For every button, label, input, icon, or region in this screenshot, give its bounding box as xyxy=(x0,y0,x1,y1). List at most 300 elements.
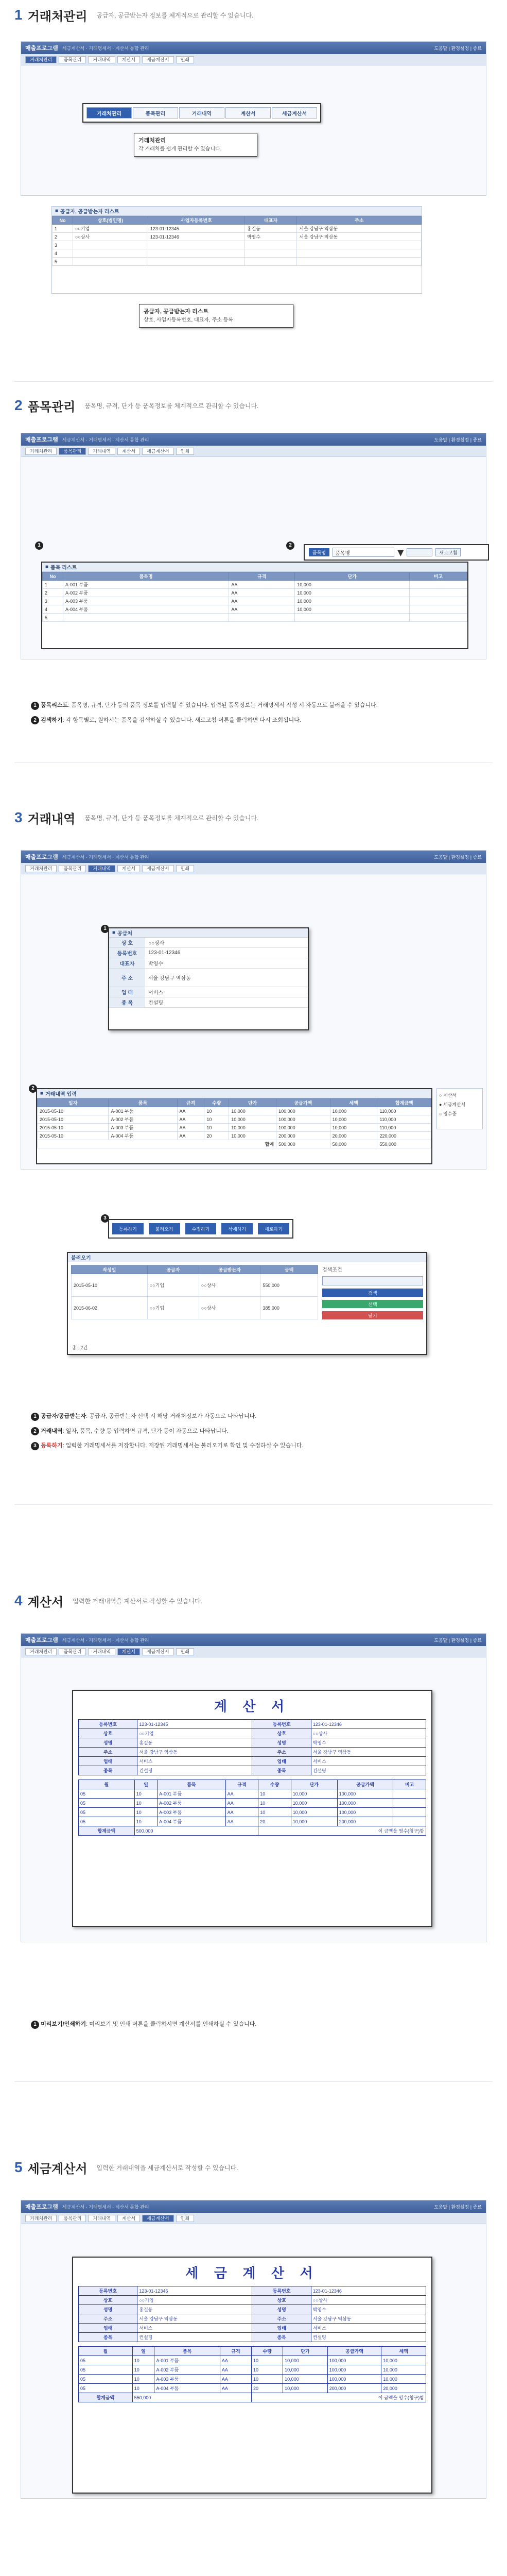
cell: 10,000 xyxy=(291,1808,337,1817)
cell: 10 xyxy=(258,1799,291,1808)
cell: 100,000 xyxy=(276,1115,330,1124)
tool-print[interactable]: 인쇄 xyxy=(176,56,194,63)
section-number: 5 xyxy=(14,2159,23,2175)
cell: 10,000 xyxy=(381,2356,426,2365)
cell: ○○기업 xyxy=(73,225,148,233)
section-header xyxy=(14,1592,202,1609)
app-menu[interactable]: 도움말 | 환경설정 | 종료 xyxy=(434,854,482,860)
table-row[interactable] xyxy=(38,1115,431,1124)
new-button[interactable]: 새로하기 xyxy=(258,1223,289,1234)
register-button[interactable]: 등록하기 xyxy=(112,1223,144,1234)
cell: A-002 부품 xyxy=(109,1115,177,1124)
marker-1: 1 xyxy=(35,539,43,550)
col-header: 공급자 xyxy=(147,1266,199,1274)
section-desc: 입력한 거래내역을 계산서로 작성할 수 있습니다. xyxy=(73,1597,202,1605)
cell: 서울 강남구 역삼동 xyxy=(297,225,422,233)
col-header: 단가 xyxy=(283,2347,328,2356)
section-number: 3 xyxy=(14,809,23,825)
tool-tax-invoice[interactable]: 세금계산서 xyxy=(142,2215,173,2222)
cell: 박영수 xyxy=(244,233,296,241)
col-header: 세액 xyxy=(330,1099,377,1107)
field-value[interactable]: ○○상사 xyxy=(148,941,165,946)
note-text: 각 거래처를 쉽게 관리할 수 있습니다. xyxy=(138,146,222,152)
col-header: 품목 xyxy=(154,2347,220,2356)
cell: 10 xyxy=(134,1799,157,1808)
cell: AA xyxy=(177,1124,204,1132)
tab-trade[interactable]: 거래내역 xyxy=(179,107,224,118)
tool-tax-invoice[interactable]: 세금계산서 xyxy=(142,1648,173,1655)
cell: ○○기업 xyxy=(147,1274,199,1297)
radio-invoice[interactable]: ○ 계산서 xyxy=(439,1093,457,1098)
col-header: 규격 xyxy=(220,2347,251,2356)
item-list-panel xyxy=(41,562,468,649)
bullet-label: 거래내역 xyxy=(41,1428,63,1434)
cell: 10 xyxy=(252,2365,283,2375)
bullet-text: : 공급자, 공급받는자 선택 시 해당 거래처정보가 자동으로 나타납니다. xyxy=(86,1413,257,1419)
cell: 10,000 xyxy=(295,581,410,589)
search-input[interactable] xyxy=(407,548,432,556)
tool-trade[interactable]: 거래내역 xyxy=(88,2215,115,2222)
note-title: 공급자, 공급받는자 리스트 xyxy=(144,309,209,315)
bullet-text: : 품목명, 규격, 단가 등의 품목 정보를 입력할 수 있습니다. 입력된 품목정보는 거래명세서 작성 시 자동으로 불러올 수 있습니다. xyxy=(68,702,378,708)
section-desc: 품목명, 규격, 단가 등 품목정보를 체계적으로 관리할 수 있습니다. xyxy=(84,402,259,410)
total-label: 합계금액 xyxy=(79,2393,133,2402)
table-row[interactable] xyxy=(72,1297,318,1319)
tool-customer[interactable]: 거래처관리 xyxy=(25,56,57,63)
col-header: 비고 xyxy=(393,1780,426,1789)
table-row[interactable] xyxy=(38,1107,431,1115)
cell: 10,000 xyxy=(330,1124,377,1132)
load-table xyxy=(71,1265,318,1319)
tool-items[interactable]: 품목관리 xyxy=(59,1648,86,1655)
section-title: 거래내역 xyxy=(27,812,76,826)
app-name: 매출프로그램 xyxy=(25,45,58,52)
section-title: 품목관리 xyxy=(27,400,76,414)
buyer-item: 컨설팅 xyxy=(311,2333,426,2342)
table-row[interactable] xyxy=(38,1124,431,1132)
cell: 10 xyxy=(132,2375,154,2384)
tool-items[interactable]: 품목관리 xyxy=(59,2215,86,2222)
search-input[interactable] xyxy=(322,1276,423,1285)
cell: 10,000 xyxy=(291,1799,337,1808)
total-row xyxy=(38,1140,431,1148)
col-header: No xyxy=(43,572,63,581)
app-titlebar xyxy=(21,433,486,446)
cell xyxy=(393,1808,426,1817)
app-titlebar xyxy=(21,1634,486,1646)
field-label: 등록번호 xyxy=(109,948,145,958)
tool-trade[interactable]: 거래내역 xyxy=(88,1648,115,1655)
cell: 20 xyxy=(204,1132,229,1140)
refresh-button[interactable]: 새로고침 xyxy=(435,548,461,556)
cell: 4 xyxy=(53,249,73,258)
cell: ○○상사 xyxy=(73,233,148,241)
col-header: 품목명 xyxy=(63,572,229,581)
field-label: 대표자 xyxy=(109,958,145,968)
cell: A-003 부품 xyxy=(154,2375,220,2384)
search-select[interactable]: 품목명 xyxy=(333,548,394,557)
field-value[interactable]: 123-01-12346 xyxy=(148,950,181,956)
col-header: 세액 xyxy=(381,2347,426,2356)
cell: AA xyxy=(229,605,295,614)
cell: 2015-05-10 xyxy=(38,1132,109,1140)
list-icon: ■ xyxy=(45,564,49,570)
radio-label: 영수증 xyxy=(443,1111,457,1116)
cell: 2015-05-10 xyxy=(72,1274,148,1297)
app-menu[interactable]: 도움말 | 환경설정 | 종료 xyxy=(434,45,482,51)
col-header: 상호(법인명) xyxy=(73,216,148,225)
form-row xyxy=(109,987,308,997)
cell xyxy=(409,605,467,614)
panel-title-text: 공급자, 공급받는자 리스트 xyxy=(60,209,119,215)
col-header: 합계금액 xyxy=(377,1099,431,1107)
app-name: 매출프로그램 xyxy=(25,437,58,443)
tab-tax-invoice[interactable]: 세금계산서 xyxy=(272,107,317,118)
col-header: 공급받는자 xyxy=(199,1266,260,1274)
cell: 100,000 xyxy=(276,1124,330,1132)
tool-tax-invoice[interactable]: 세금계산서 xyxy=(142,865,173,872)
section-desc: 공급자, 공급받는자 정보를 체계적으로 관리할 수 있습니다. xyxy=(96,11,254,19)
section-number: 2 xyxy=(14,397,23,413)
tool-print[interactable]: 인쇄 xyxy=(176,2215,194,2222)
cell: 1 xyxy=(43,581,63,589)
chevron-down-icon[interactable]: ▼ xyxy=(397,547,404,557)
col-header: 품목 xyxy=(109,1099,177,1107)
buyer-name: ○○상사 xyxy=(311,2296,426,2305)
tool-trade[interactable]: 거래내역 xyxy=(88,448,115,455)
tool-print[interactable]: 인쇄 xyxy=(176,1648,194,1655)
cell: 서울 강남구 역삼동 xyxy=(297,233,422,241)
cell: 110,000 xyxy=(377,1115,431,1124)
tool-items[interactable]: 품목관리 xyxy=(59,56,86,63)
buyer-type: 서비스 xyxy=(311,1757,426,1766)
bullet-item: 1 품목리스트: 품목명, 규격, 단가 등의 품목 정보를 입력할 수 있습니다. 입력된 품목정보는 거래명세서 작성 시 자동으로 불러올 수 있습니다. xyxy=(31,701,474,710)
load-button[interactable]: 불러오기 xyxy=(149,1223,180,1234)
field-value[interactable]: 컨설팅 xyxy=(148,1001,163,1006)
cell xyxy=(409,581,467,589)
col-header: 단가 xyxy=(295,572,410,581)
radio-receipt[interactable]: ○ 영수증 xyxy=(439,1111,457,1116)
form-row xyxy=(109,958,308,969)
tool-print[interactable]: 인쇄 xyxy=(176,865,194,872)
app-titlebar xyxy=(21,851,486,863)
app-subtitle: 세금계산서 · 거래명세서 · 계산서 통합 관리 xyxy=(62,2204,149,2210)
cell: 05 xyxy=(79,2365,133,2375)
cell xyxy=(393,1789,426,1799)
tool-print[interactable]: 인쇄 xyxy=(176,448,194,455)
section-header xyxy=(14,397,258,414)
cell: A-002 부품 xyxy=(63,589,229,597)
cell: 3 xyxy=(43,597,63,605)
cell: A-001 부품 xyxy=(109,1107,177,1115)
tool-customer[interactable]: 거래처관리 xyxy=(25,865,57,872)
cell: 200,000 xyxy=(337,1817,393,1826)
col-header: 규격 xyxy=(229,572,295,581)
bullet-label: 미리보기/인쇄하기 xyxy=(41,2021,86,2027)
dialog-title: 불러오기 xyxy=(68,1253,426,1262)
app-name: 매출프로그램 xyxy=(25,1637,58,1643)
note-customer xyxy=(134,133,257,157)
buyer-ceo: 박영수 xyxy=(311,2305,426,2314)
table-row xyxy=(79,1808,426,1817)
section-customer xyxy=(0,0,507,392)
cell: 10,000 xyxy=(295,605,410,614)
supplier-type: 서비스 xyxy=(137,1757,252,1766)
buyer-name: ○○상사 xyxy=(311,1729,426,1738)
cell: 10,000 xyxy=(381,2375,426,2384)
cell: 10,000 xyxy=(291,1789,337,1799)
cell: 4 xyxy=(43,605,63,614)
panel-title xyxy=(52,207,422,216)
cell: 2015-05-10 xyxy=(38,1107,109,1115)
bullet-item: 1 공급자/공급받는자: 공급자, 공급받는자 선택 시 해당 거래처정보가 자동으로 나타납니다. xyxy=(31,1412,474,1421)
app-subtitle: 세금계산서 · 거래명세서 · 계산서 통합 관리 xyxy=(62,854,149,860)
cell: 100,000 xyxy=(337,1808,393,1817)
radio-label: 계산서 xyxy=(443,1093,457,1098)
customer-list-panel xyxy=(51,206,422,294)
trade-table xyxy=(37,1098,431,1148)
tool-invoice[interactable]: 계산서 xyxy=(117,865,140,872)
cell: 10,000 xyxy=(283,2384,328,2393)
cell: AA xyxy=(177,1132,204,1140)
tab-items[interactable]: 품목관리 xyxy=(133,107,178,118)
cell xyxy=(393,1817,426,1826)
cell: 2 xyxy=(53,233,73,241)
cell: 2015-06-02 xyxy=(72,1297,148,1319)
cell: 100,000 xyxy=(276,1107,330,1115)
cell: 10,000 xyxy=(283,2356,328,2365)
total-supply: 500,000 xyxy=(276,1140,330,1148)
tool-tax-invoice[interactable]: 세금계산서 xyxy=(142,56,173,63)
cell: 123-01-12345 xyxy=(148,225,244,233)
cell: 1 xyxy=(53,225,73,233)
buyer-type: 서비스 xyxy=(311,2324,426,2333)
cell: A-004 부품 xyxy=(158,1817,226,1826)
cell: 10,000 xyxy=(330,1115,377,1124)
cell: AA xyxy=(220,2365,251,2375)
supplier-type: 서비스 xyxy=(137,2324,252,2333)
invoice-bullets xyxy=(31,2020,474,2029)
cell: 385,000 xyxy=(260,1297,318,1319)
section-items xyxy=(0,392,507,783)
bullet-text: : 입력한 거래명세서를 저장합니다. 저장된 거래명세서는 불러오기로 확인 및 수정하실 수 있습니다. xyxy=(62,1443,304,1449)
supplier-reg: 123-01-12345 xyxy=(137,1720,252,1729)
cell: 10,000 xyxy=(330,1107,377,1115)
cell: 20 xyxy=(258,1817,291,1826)
table-row[interactable] xyxy=(53,249,422,258)
app-menu[interactable]: 도움말 | 환경설정 | 종료 xyxy=(434,1637,482,1643)
cell: 110,000 xyxy=(377,1124,431,1132)
edit-button[interactable]: 수정하기 xyxy=(185,1223,217,1234)
cell: A-004 부품 xyxy=(109,1132,177,1140)
divider xyxy=(14,381,493,382)
cell: AA xyxy=(220,2384,251,2393)
cell: AA xyxy=(225,1808,258,1817)
section-tax-invoice xyxy=(0,2154,507,2576)
cell: AA xyxy=(220,2356,251,2365)
company-popup xyxy=(108,927,309,1030)
tool-items[interactable]: 품목관리 xyxy=(59,865,86,872)
tool-invoice[interactable]: 계산서 xyxy=(117,1648,140,1655)
cell: A-001 부품 xyxy=(158,1789,226,1799)
cell: 200,000 xyxy=(327,2384,381,2393)
cell: 110,000 xyxy=(377,1107,431,1115)
supplier-ceo: 홍길동 xyxy=(137,1738,252,1748)
table-row[interactable] xyxy=(43,614,467,622)
col-header: 작성일 xyxy=(72,1266,148,1274)
bullet-text: : 각 항목별로, 원하시는 품목을 검색하실 수 있습니다. 새로고침 버튼을 클릭하면 다시 조회됩니다. xyxy=(62,717,301,723)
cell: A-001 부품 xyxy=(63,581,229,589)
cell: A-003 부품 xyxy=(109,1124,177,1132)
table-row xyxy=(79,1789,426,1799)
divider xyxy=(14,1504,493,1505)
cell: 10,000 xyxy=(291,1817,337,1826)
table-row[interactable] xyxy=(53,225,422,233)
trade-grid-panel xyxy=(36,1088,432,1164)
bullet-item: 1 미리보기/인쇄하기: 미리보기 및 인쇄 버튼을 클릭하시면 계산서를 인쇄하실 수 있습니다. xyxy=(31,2020,474,2029)
table-row[interactable] xyxy=(43,597,467,605)
field-value[interactable]: 서비스 xyxy=(148,990,163,996)
section-title: 거래처관리 xyxy=(27,9,88,24)
app-menu[interactable]: 도움말 | 환경설정 | 종료 xyxy=(434,2204,482,2210)
table-row[interactable] xyxy=(53,258,422,266)
bullet-item: 2 거래내역: 일자, 품목, 수량 등 입력하면 규격, 단가 등이 자동으로 나타납니다. xyxy=(31,1427,474,1436)
table-row[interactable] xyxy=(43,589,467,597)
section-number: 4 xyxy=(14,1592,23,1608)
tool-items[interactable]: 품목관리 xyxy=(59,448,86,455)
select-button[interactable]: 선택 xyxy=(322,1300,423,1308)
cell: 10 xyxy=(132,2356,154,2365)
search-button[interactable]: 검색 xyxy=(322,1289,423,1297)
buyer-addr: 서울 강남구 역삼동 xyxy=(311,2314,426,2324)
cell: 10,000 xyxy=(381,2365,426,2375)
col-header: 수량 xyxy=(252,2347,283,2356)
toolbar xyxy=(21,863,486,874)
cell: 2015-05-10 xyxy=(38,1115,109,1124)
cell: 100,000 xyxy=(327,2356,381,2365)
form-row xyxy=(109,997,308,1008)
item-bullets xyxy=(31,701,474,725)
buyer-ceo: 박영수 xyxy=(311,1738,426,1748)
cell: 05 xyxy=(79,2375,133,2384)
section-title: 세금계산서 xyxy=(27,2162,88,2176)
cell: 10 xyxy=(204,1124,229,1132)
col-header: 대표자 xyxy=(244,216,296,225)
app-subtitle: 세금계산서 · 거래명세서 · 계산서 통합 관리 xyxy=(62,1637,149,1643)
popup-title: 공급처 xyxy=(117,931,133,937)
radio-tax-invoice[interactable]: ● 세금계산서 xyxy=(439,1102,466,1107)
col-header: 단가 xyxy=(291,1780,337,1789)
tool-invoice[interactable]: 계산서 xyxy=(117,448,140,455)
cell: AA xyxy=(177,1107,204,1115)
tool-customer[interactable]: 거래처관리 xyxy=(25,1648,57,1655)
cell: 550,000 xyxy=(260,1274,318,1297)
cell: 10,000 xyxy=(283,2365,328,2375)
panel-title xyxy=(37,1089,431,1098)
tool-tax-invoice[interactable]: 세금계산서 xyxy=(142,448,173,455)
table-row[interactable] xyxy=(38,1132,431,1140)
close-button[interactable]: 닫기 xyxy=(322,1311,423,1319)
form-row xyxy=(109,938,308,948)
cell: 100,000 xyxy=(337,1789,393,1799)
section-desc: 입력한 거래내역을 세금계산서로 작성할 수 있습니다. xyxy=(96,2164,238,2172)
cell xyxy=(409,589,467,597)
cell: 2 xyxy=(43,589,63,597)
invoice-footer: 이 금액을 영수(청구)함 xyxy=(258,1826,426,1836)
tool-customer[interactable]: 거래처관리 xyxy=(25,448,57,455)
action-buttons xyxy=(108,1219,293,1239)
cell: 05 xyxy=(79,1799,135,1808)
cell: 5 xyxy=(43,614,63,622)
supplier-name: ○○기업 xyxy=(137,2296,252,2305)
tax-invoice-footer: 이 금액을 영수(청구)함 xyxy=(252,2393,426,2402)
cell: ○○상사 xyxy=(199,1297,260,1319)
delete-button[interactable]: 삭제하기 xyxy=(221,1223,253,1234)
cell: 5 xyxy=(53,258,73,266)
toolbar xyxy=(21,2213,486,2224)
marker-2: 2 xyxy=(286,539,294,550)
table-row[interactable] xyxy=(72,1274,318,1297)
cell: 20 xyxy=(252,2384,283,2393)
col-header: 공급가액 xyxy=(276,1099,330,1107)
section-invoice xyxy=(0,1587,507,2154)
col-header: 일자 xyxy=(38,1099,109,1107)
cell: A-004 부품 xyxy=(63,605,229,614)
table-row xyxy=(79,2384,426,2393)
tool-customer[interactable]: 거래처관리 xyxy=(25,2215,57,2222)
search-panel xyxy=(304,544,489,561)
app-name: 매출프로그램 xyxy=(25,854,58,860)
tool-trade[interactable]: 거래내역 xyxy=(88,865,115,872)
cell: 10,000 xyxy=(229,1132,276,1140)
app-subtitle: 세금계산서 · 거래명세서 · 계산서 통합 관리 xyxy=(62,437,149,443)
app-menu[interactable]: 도움말 | 환경설정 | 종료 xyxy=(434,437,482,443)
tool-invoice[interactable]: 계산서 xyxy=(117,2215,140,2222)
bullet-label: 공급자/공급받는자 xyxy=(41,1413,86,1419)
cell: 10 xyxy=(132,2384,154,2393)
total-sum: 550,000 xyxy=(377,1140,431,1148)
tab-customer[interactable]: 거래처관리 xyxy=(86,107,132,118)
note-customer-list xyxy=(139,304,293,328)
table-row[interactable] xyxy=(43,581,467,589)
invoice-items-table xyxy=(78,1780,426,1836)
doc-type-radio xyxy=(436,1088,483,1129)
table-row xyxy=(79,2356,426,2365)
col-header: 금액 xyxy=(260,1266,318,1274)
table-row[interactable] xyxy=(53,241,422,249)
tab-invoice[interactable]: 계산서 xyxy=(225,107,271,118)
tool-invoice[interactable]: 계산서 xyxy=(117,56,140,63)
field-value[interactable]: 박영수 xyxy=(148,961,163,967)
table-row[interactable] xyxy=(43,605,467,614)
note-title: 거래처관리 xyxy=(138,138,166,144)
col-header: 사업자등록번호 xyxy=(148,216,244,225)
cell: 05 xyxy=(79,2356,133,2365)
tool-trade[interactable]: 거래내역 xyxy=(88,56,115,63)
note-text: 상호, 사업자등록번호, 대표자, 주소 등록 xyxy=(144,317,234,323)
cell: 10,000 xyxy=(283,2375,328,2384)
cell: 10,000 xyxy=(295,597,410,605)
field-value[interactable]: 서울 강남구 역삼동 xyxy=(148,976,191,981)
table-row[interactable] xyxy=(53,233,422,241)
field-label: 상 호 xyxy=(109,938,145,947)
window-body xyxy=(21,65,486,195)
cell: AA xyxy=(220,2375,251,2384)
search-field-label: 품목명 xyxy=(309,548,329,556)
supplier-reg: 123-01-12345 xyxy=(137,2286,252,2296)
cell: 10 xyxy=(252,2375,283,2384)
cell: 10 xyxy=(258,1808,291,1817)
